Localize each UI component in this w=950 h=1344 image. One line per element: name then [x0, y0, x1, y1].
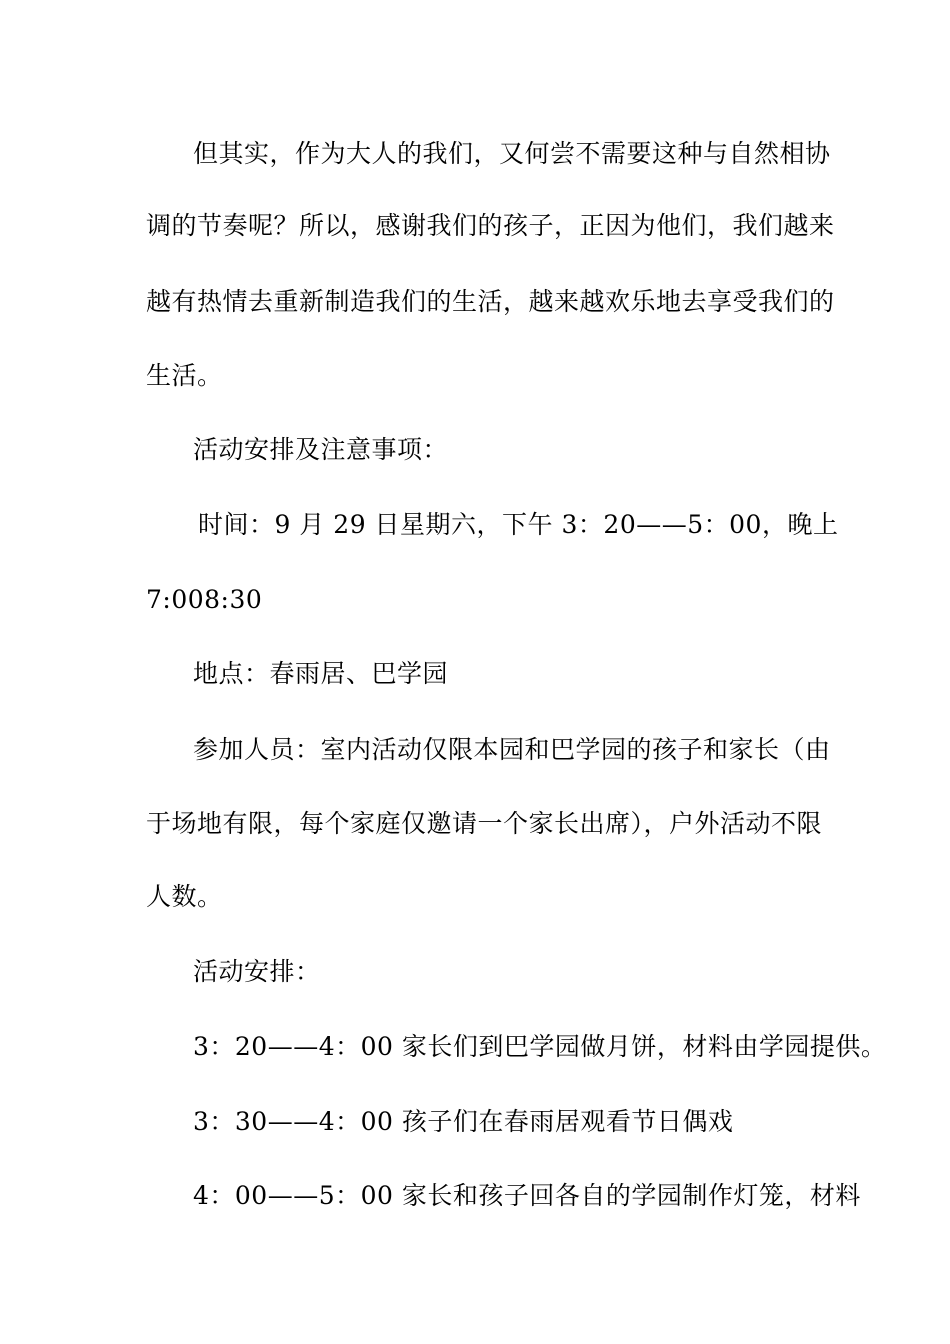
section-heading: 活动安排及注意事项：: [193, 435, 449, 464]
section-heading: 活动安排：: [193, 957, 321, 986]
paragraph-line: 生活。: [146, 361, 223, 390]
schedule-item: 4：00——5：00 家长和孩子回各自的学园制作灯笼，材料: [193, 1181, 861, 1210]
paragraph-line: 参加人员：室内活动仅限本园和巴学园的孩子和家长（由: [193, 735, 831, 764]
paragraph-line: 调的节奏呢？所以，感谢我们的孩子，正因为他们，我们越来: [146, 211, 835, 240]
paragraph-line: 越有热情去重新制造我们的生活，越来越欢乐地去享受我们的: [146, 287, 835, 316]
paragraph-line: 于场地有限，每个家庭仅邀请一个家长出席），户外活动不限: [146, 809, 823, 838]
paragraph-line: 时间：9 月 29 日星期六，下午 3：20——5：00，晚上: [198, 510, 839, 539]
paragraph-line: 但其实，作为大人的我们，又何尝不需要这种与自然相协: [193, 139, 831, 168]
schedule-item: 3：20——4：00 家长们到巴学园做月饼，材料由学园提供。: [193, 1032, 887, 1061]
paragraph-line: 人数。: [146, 882, 223, 911]
schedule-item: 3：30——4：00 孩子们在春雨居观看节日偶戏: [193, 1107, 734, 1136]
paragraph-line: 地点：春雨居、巴学园: [193, 659, 449, 688]
paragraph-line: 7:008:30: [146, 585, 263, 614]
